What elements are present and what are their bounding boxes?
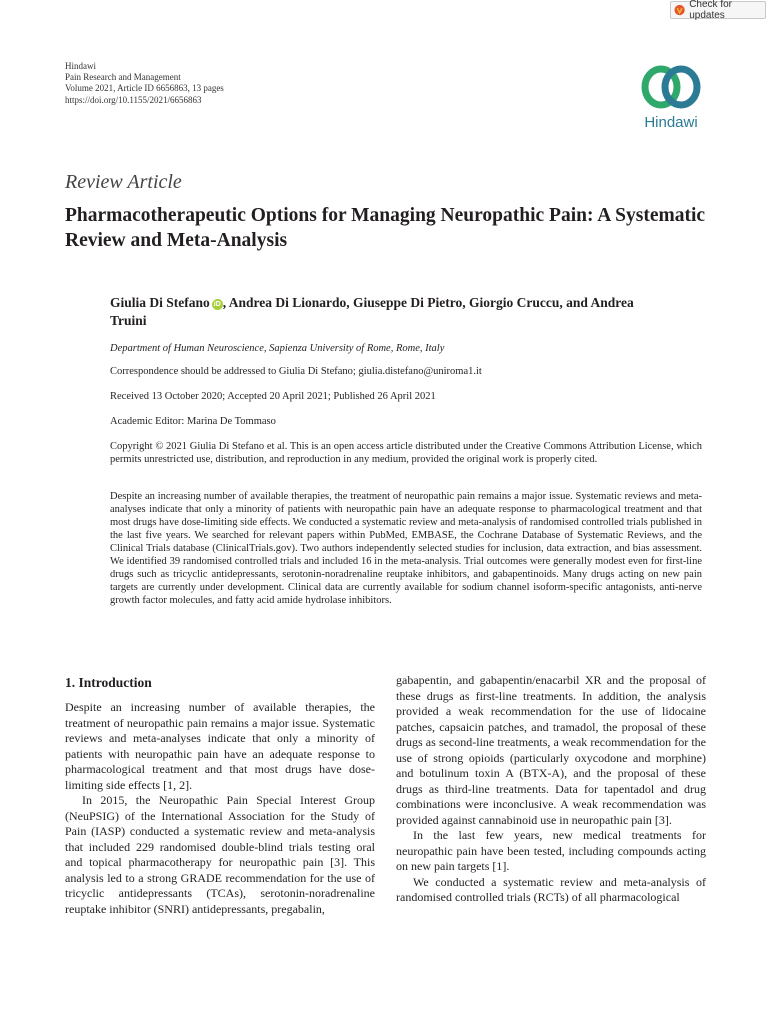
publication-dates: Received 13 October 2020; Accepted 20 April 2021; Published 26 April 2021 [110,391,436,402]
check-for-updates-button[interactable] [670,1,766,19]
author-list [110,294,670,330]
journal-name: Pain Research and Management [65,72,181,83]
section-heading: 1. Introduction [65,675,152,690]
hindawi-logo-icon [636,63,706,113]
journal-info [65,61,224,106]
right-column [396,673,706,906]
other-authors: , Andrea Di Lionardo, Giuseppe Di Pietro, Giorgio Cruccu, and Andrea Truini [110,295,634,328]
article-title: Pharmacotherapeutic Options for Managing Neuropathic Pain: A Systematic Review and Meta-Analysis [65,205,706,251]
crossmark-icon [674,4,685,16]
hindawi-logo-text: Hindawi [644,114,698,131]
correspondence: Correspondence should be addressed to Giulia Di Stefano; giulia.distefano@uniroma1.it [110,366,482,377]
paragraph: In the last few years, new medical treatments for neuropathic pain have been tested, including compounds acting on new pain targets [1]. [396,828,706,873]
volume-line: Volume 2021, Article ID 6656863, 13 pages [65,83,224,94]
paragraph: In 2015, the Neuropathic Pain Special Interest Group (NeuPSIG) of the International Association for the Study of Pain (IASP) conducted a systematic review and meta-analysis that included 229 randomised double-blind trials testing oral and topical pharmacotherapy for neuropathic pain [3]. This analysis led to a strong GRADE recommendation for the use of tricyclic antidepressants (TCAs), serotonin-noradrenaline reuptake inhibitor (SNRI) antidepressants, pregabalin, [65,793,375,916]
check-for-updates-label: Check for updates [689,0,732,21]
article-type: Review Article [65,171,182,193]
paragraph: gabapentin, and gabapentin/enacarbil XR and the proposal of these drugs as first-line treatments. In addition, the analysis provided a weak recommendation for the use of lidocaine patches, capsaicin patches, and tramadol, the proposal of these drugs as second-line treatments, a weak recommendation for the use of strong opioids (particularly oxycodone and morphine) and botulinum toxin A (BTX-A), and the proposal of these drugs as third-line treatments. Data for tapentadol and drug combinations were inconclusive. A weak recommendation was provided against cannabinoid use in neuropathic pain [3]. [396,673,706,827]
doi-link[interactable]: https://doi.org/10.1155/2021/6656863 [65,94,202,105]
academic-editor: Academic Editor: Marina De Tommaso [110,416,276,427]
abstract: Despite an increasing number of available therapies, the treatment of neuropathic pain remains a major issue. Systematic reviews and meta-analyses indicate that only a minority of patients with neuropathic pain have an adequate response to pharmacological treatment and that most drugs have dose-limiting side effects. We conducted a systematic review and meta-analysis of randomised controlled trials published in the last five years. We searched for relevant papers within PubMed, EMBASE, the Cochrane Database of Systematic Reviews, and the Clinical Trials database (ClinicalTrials.gov). Two authors independently selected studies for inclusion, data extraction, and bias assessment. We identified 39 randomised controlled trials and included 16 in the meta-analysis. Trial outcomes were generally modest even for first-line drugs such as tricyclic antidepressants, serotonin-noradrenaline reuptake inhibitors, and gabapentinoids. Many drugs acting on new pain targets are currently under development. Clinical data are currently available for sodium channel isoform-specific antagonists, anti-nerve growth factor molecules, and fatty acid amide hydrolase inhibitors. [110,491,702,606]
left-column [65,700,375,917]
affiliation: Department of Human Neuroscience, Sapienza University of Rome, Rome, Italy [110,343,445,354]
paragraph: We conducted a systematic review and meta-analysis of randomised controlled trials (RCTs) of all pharmacological [396,874,706,904]
paragraph: Despite an increasing number of available therapies, the treatment of neuropathic pain remains a major issue. Systematic reviews and meta-analyses indicate that only a minority of patients with neuropathic pain have an adequate response to pharmacological treatment and that most drugs have dose-limiting side effects [1, 2]. [65,700,375,792]
first-author[interactable]: Giulia Di Stefano [110,295,210,310]
orcid-icon[interactable]: iD [213,301,221,308]
copyright-notice: Copyright © 2021 Giulia Di Stefano et al. This is an open access article distributed under the Creative Commons Attribution License, which permits unrestricted use, distribution, and reproduction in any medium, provided the original work is properly cited. [110,441,702,465]
publisher-name: Hindawi [65,61,96,71]
